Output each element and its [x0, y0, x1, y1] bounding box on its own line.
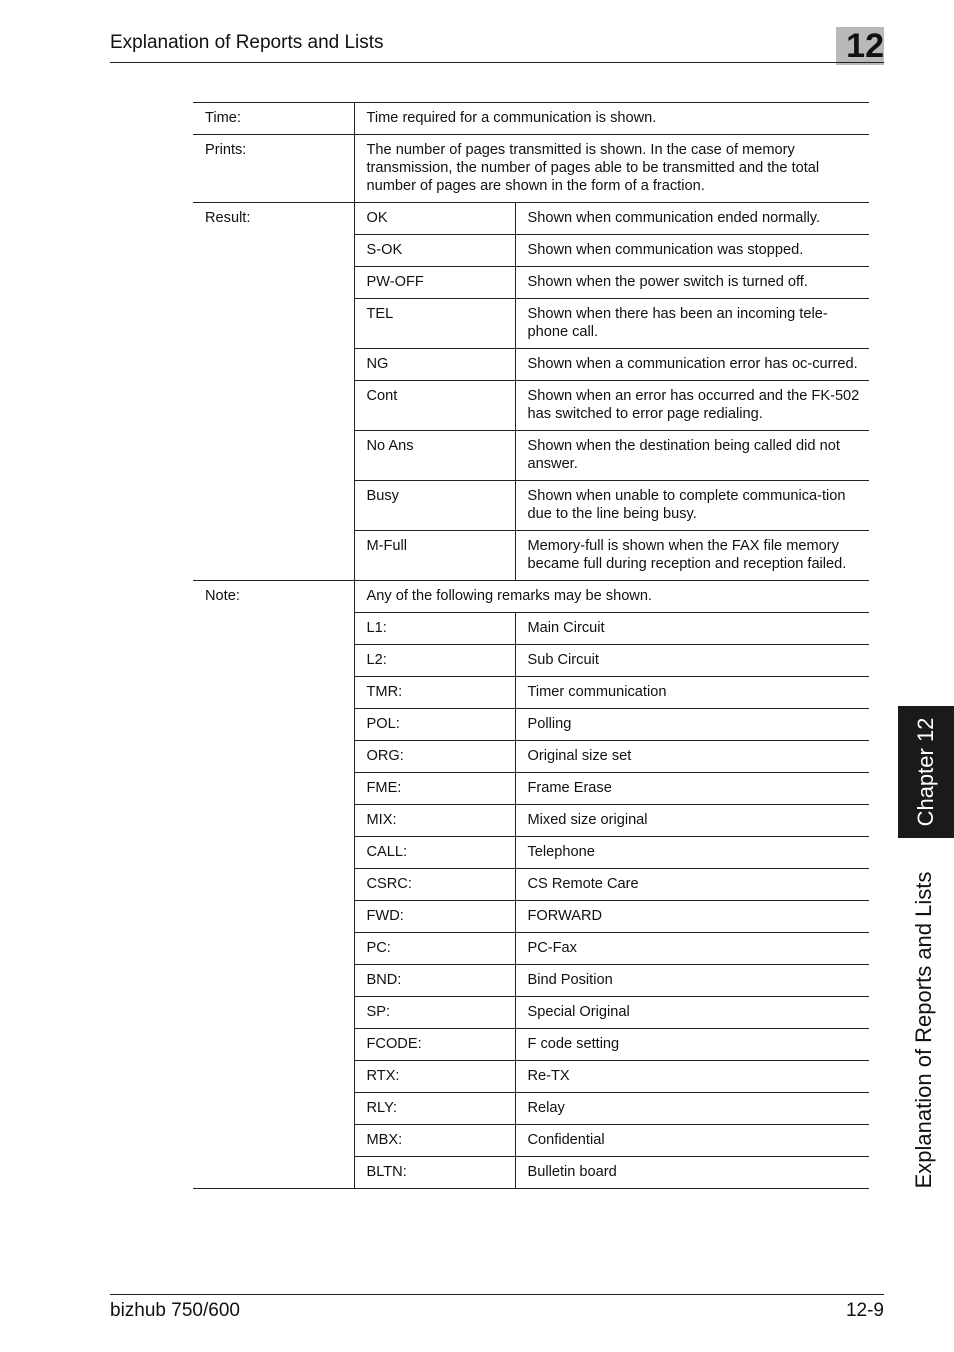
description-cell: FORWARD	[515, 901, 869, 933]
row-description: Any of the following remarks may be shown.	[354, 581, 869, 613]
side-section-title: Explanation of Reports and Lists	[911, 871, 936, 1189]
chapter-number-badge: 12	[836, 27, 884, 65]
code-cell: CSRC:	[354, 869, 515, 901]
description-cell: Confidential	[515, 1125, 869, 1157]
description-cell: Shown when a communication error has oc-curred.	[515, 349, 869, 381]
description-cell: Main Circuit	[515, 613, 869, 645]
row-description: Time required for a communication is shown.	[354, 103, 869, 135]
description-cell: Relay	[515, 1093, 869, 1125]
code-cell: M-Full	[354, 531, 515, 581]
description-cell: F code setting	[515, 1029, 869, 1061]
code-cell: PW-OFF	[354, 267, 515, 299]
description-cell: Sub Circuit	[515, 645, 869, 677]
code-cell: TMR:	[354, 677, 515, 709]
code-cell: FME:	[354, 773, 515, 805]
description-cell: Bind Position	[515, 965, 869, 997]
code-cell: MIX:	[354, 805, 515, 837]
code-cell: TEL	[354, 299, 515, 349]
description-cell: Shown when an error has occurred and the FK-502 has switched to error page redialing.	[515, 381, 869, 431]
code-cell: L2:	[354, 645, 515, 677]
code-cell: L1:	[354, 613, 515, 645]
code-cell: BLTN:	[354, 1157, 515, 1189]
description-cell: Mixed size original	[515, 805, 869, 837]
code-cell: SP:	[354, 997, 515, 1029]
code-cell: OK	[354, 203, 515, 235]
code-cell: Cont	[354, 381, 515, 431]
code-cell: NG	[354, 349, 515, 381]
code-cell: FWD:	[354, 901, 515, 933]
description-cell: Shown when the destination being called did not answer.	[515, 431, 869, 481]
code-cell: S-OK	[354, 235, 515, 267]
code-cell: FCODE:	[354, 1029, 515, 1061]
description-cell: Shown when communication was stopped.	[515, 235, 869, 267]
report-items-table	[193, 102, 869, 1189]
code-cell: RLY:	[354, 1093, 515, 1125]
code-cell: Busy	[354, 481, 515, 531]
code-cell: RTX:	[354, 1061, 515, 1093]
description-cell: Special Original	[515, 997, 869, 1029]
row-description: The number of pages transmitted is shown. In the case of memory transmission, the number of pages able to be transmitted and the total number of pages are shown in the form of a fraction.	[354, 135, 869, 203]
description-cell: Re-TX	[515, 1061, 869, 1093]
description-cell: CS Remote Care	[515, 869, 869, 901]
description-cell: PC-Fax	[515, 933, 869, 965]
description-cell: Shown when there has been an incoming tele-phone call.	[515, 299, 869, 349]
footer-page-number: 12-9	[845, 1300, 884, 1321]
chapter-side-tab	[898, 706, 954, 838]
table-row	[193, 203, 869, 235]
description-cell: Frame Erase	[515, 773, 869, 805]
code-cell: No Ans	[354, 431, 515, 481]
description-cell: Timer communication	[515, 677, 869, 709]
description-cell: Memory-full is shown when the FAX file memory became full during reception and reception failed.	[515, 531, 869, 581]
code-cell: BND:	[354, 965, 515, 997]
description-cell: Telephone	[515, 837, 869, 869]
row-label: Result:	[193, 203, 354, 581]
description-cell: Shown when unable to complete communica-tion due to the line being busy.	[515, 481, 869, 531]
code-cell: CALL:	[354, 837, 515, 869]
header-divider	[110, 62, 884, 63]
description-cell: Bulletin board	[515, 1157, 869, 1189]
row-label: Time:	[193, 103, 354, 135]
description-cell: Shown when communication ended normally.	[515, 203, 869, 235]
code-cell: POL:	[354, 709, 515, 741]
header-title: Explanation of Reports and Lists	[110, 32, 384, 53]
description-cell: Shown when the power switch is turned off.	[515, 267, 869, 299]
description-cell: Original size set	[515, 741, 869, 773]
footer-model: bizhub 750/600	[110, 1300, 240, 1321]
code-cell: ORG:	[354, 741, 515, 773]
table-row-prints	[193, 135, 869, 203]
table-row-time	[193, 103, 869, 135]
table-row-note-intro	[193, 581, 869, 613]
row-label: Note:	[193, 581, 354, 1189]
description-cell: Polling	[515, 709, 869, 741]
footer-divider	[110, 1294, 884, 1295]
code-cell: PC:	[354, 933, 515, 965]
code-cell: MBX:	[354, 1125, 515, 1157]
row-label: Prints:	[193, 135, 354, 203]
chapter-side-tab-label: Chapter 12	[913, 717, 938, 827]
